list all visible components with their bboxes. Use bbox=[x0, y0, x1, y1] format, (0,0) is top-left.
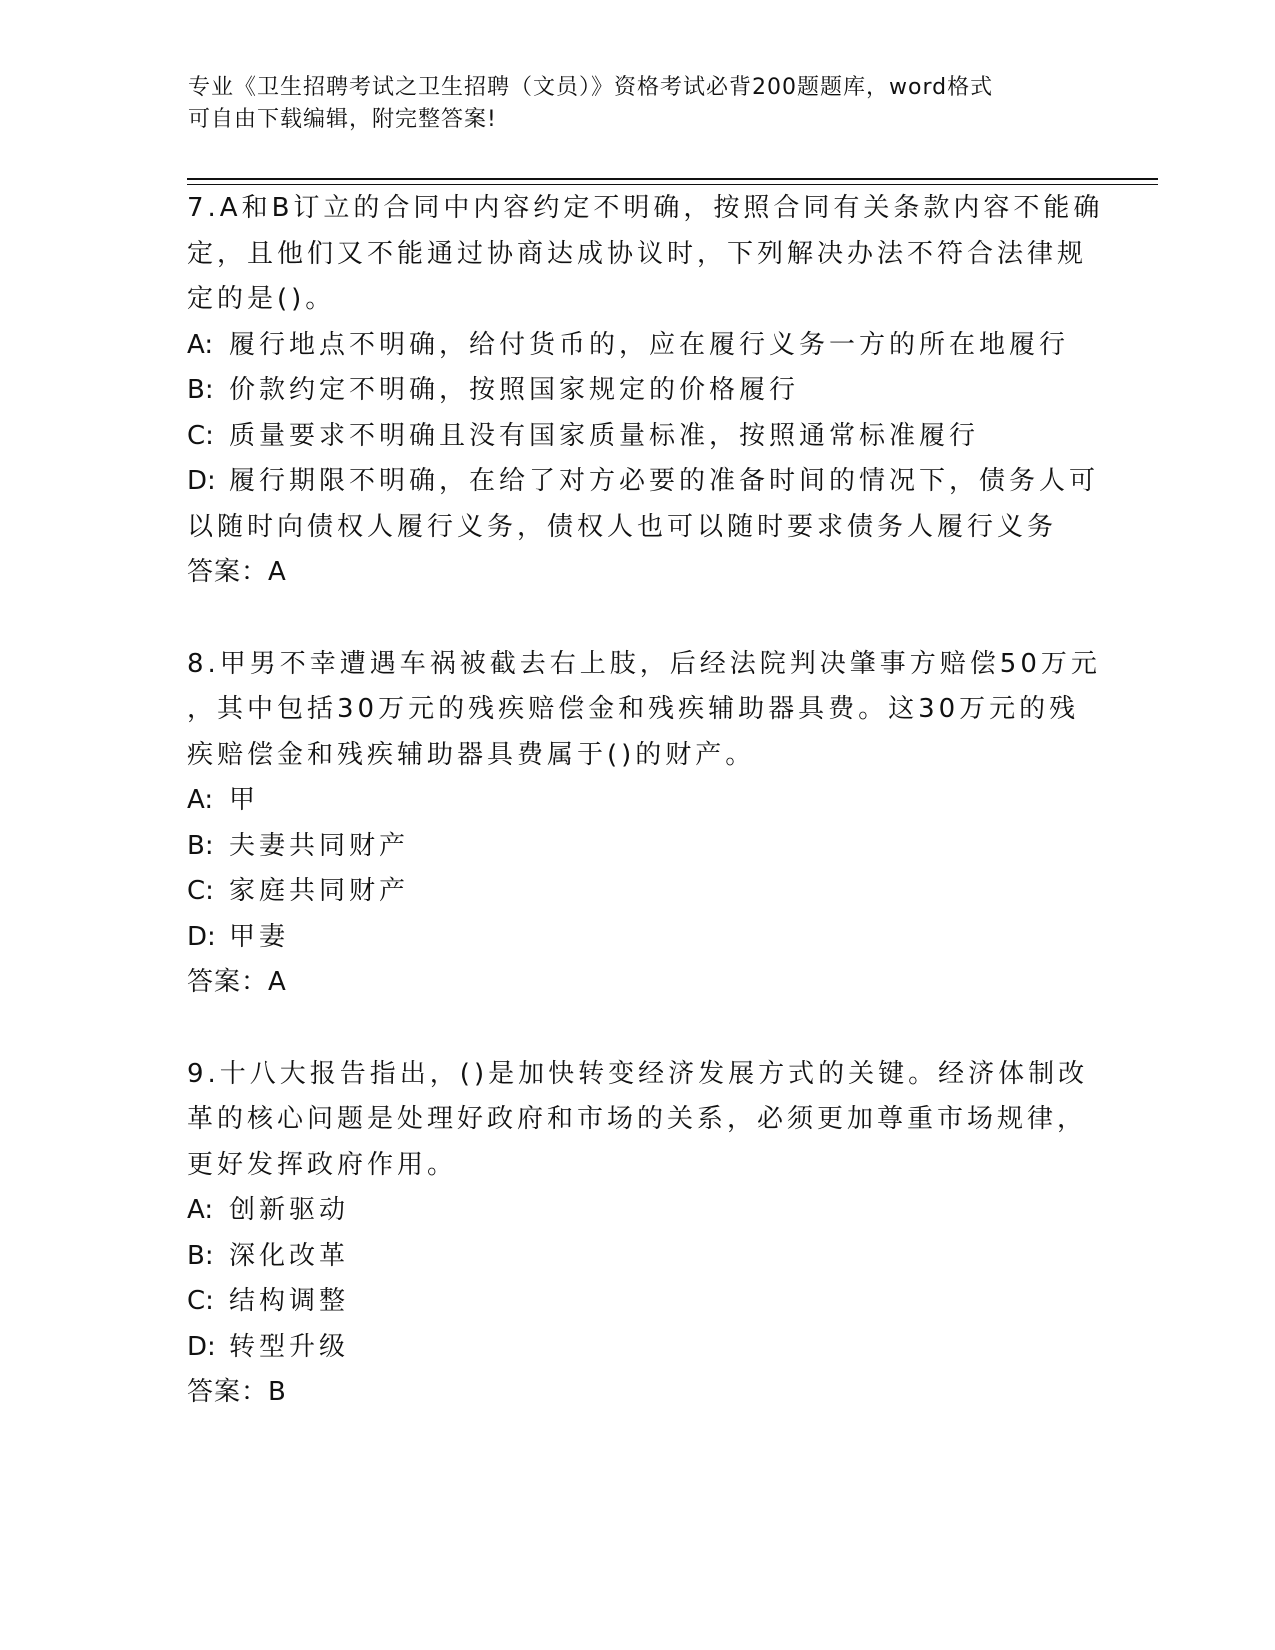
question-stem-line: 定，且他们又不能通过协商达成协议时，下列解决办法不符合法律规 bbox=[187, 238, 1088, 269]
option-text: 履行期限不明确，在给了对方必要的准备时间的情况下，债务人可 bbox=[229, 466, 1100, 496]
option-letter: A: bbox=[187, 329, 214, 360]
option-letter: C: bbox=[187, 420, 214, 451]
option-text: 家庭共同财产 bbox=[229, 876, 410, 906]
header-line-1: 专业《卫生招聘考试之卫生招聘（文员）》资格考试必背200题题库，word格式 bbox=[188, 75, 994, 100]
option-c bbox=[187, 414, 1087, 460]
option-a bbox=[187, 1188, 1087, 1234]
question-stem-line: 7.A和B订立的合同中内容约定不明确，按照合同有关条款内容不能确 bbox=[187, 193, 1104, 223]
option-letter: C: bbox=[187, 876, 214, 906]
document-header bbox=[188, 72, 1088, 136]
option-letter: D: bbox=[187, 1331, 216, 1362]
option-text: 转型升级 bbox=[229, 1331, 350, 1362]
option-letter: C: bbox=[187, 1286, 214, 1316]
question-stem-line: 9.十八大报告指出，()是加快转变经济发展方式的关键。经济体制改 bbox=[187, 1058, 1089, 1089]
option-letter: D: bbox=[187, 466, 216, 496]
option-c bbox=[187, 1279, 1087, 1325]
answer-label: 答案：A bbox=[187, 557, 287, 587]
option-d bbox=[187, 915, 1087, 961]
option-d-continuation: 以随时向债权人履行义务，债权人也可以随时要求债务人履行义务 bbox=[187, 511, 1058, 542]
question-7 bbox=[187, 186, 1104, 596]
option-text: 价款约定不明确，按照国家规定的价格履行 bbox=[229, 375, 800, 405]
option-d bbox=[187, 459, 1100, 505]
option-letter: A: bbox=[187, 785, 214, 815]
option-c bbox=[187, 869, 1087, 915]
option-a bbox=[187, 778, 1087, 824]
answer-label: 答案：B bbox=[187, 1377, 287, 1407]
option-letter: D: bbox=[187, 921, 216, 952]
option-letter: A: bbox=[187, 1195, 214, 1225]
option-text: 创新驱动 bbox=[229, 1195, 350, 1225]
option-letter: B: bbox=[187, 830, 214, 861]
option-text: 甲妻 bbox=[229, 921, 290, 952]
question-9 bbox=[187, 1052, 1087, 1416]
option-text: 甲 bbox=[229, 785, 260, 815]
question-stem-line: 疾赔偿金和残疾辅助器具费属于()的财产。 bbox=[187, 739, 756, 770]
header-line-2: 可自由下载编辑，附完整答案! bbox=[188, 107, 497, 132]
option-text: 夫妻共同财产 bbox=[229, 830, 410, 861]
header-divider-thin bbox=[187, 184, 1158, 185]
option-text: 质量要求不明确且没有国家质量标准，按照通常标准履行 bbox=[229, 420, 980, 451]
option-text: 深化改革 bbox=[229, 1240, 350, 1271]
option-text: 履行地点不明确，给付货币的，应在履行义务一方的所在地履行 bbox=[229, 329, 1070, 360]
option-d bbox=[187, 1325, 1087, 1371]
option-letter: B: bbox=[187, 1240, 214, 1271]
question-8 bbox=[187, 642, 1101, 1006]
question-stem-line: 更好发挥政府作用。 bbox=[187, 1149, 458, 1180]
option-a bbox=[187, 323, 1087, 369]
option-b bbox=[187, 1234, 1087, 1280]
header-divider-thick bbox=[187, 178, 1158, 180]
question-list bbox=[187, 186, 1104, 1462]
option-text: 结构调整 bbox=[229, 1286, 350, 1316]
answer-label: 答案：A bbox=[187, 967, 287, 997]
option-b bbox=[187, 368, 1087, 414]
option-letter: B: bbox=[187, 375, 214, 405]
question-stem-line: ，其中包括30万元的残疾赔偿金和残疾辅助器具费。这30万元的残 bbox=[187, 694, 1080, 724]
option-b bbox=[187, 824, 1087, 870]
question-stem-line: 8.甲男不幸遭遇车祸被截去右上肢，后经法院判决肇事方赔偿50万元 bbox=[187, 648, 1101, 679]
question-stem-line: 革的核心问题是处理好政府和市场的关系，必须更加尊重市场规律， bbox=[187, 1104, 1088, 1134]
question-stem-line: 定的是()。 bbox=[187, 284, 336, 314]
